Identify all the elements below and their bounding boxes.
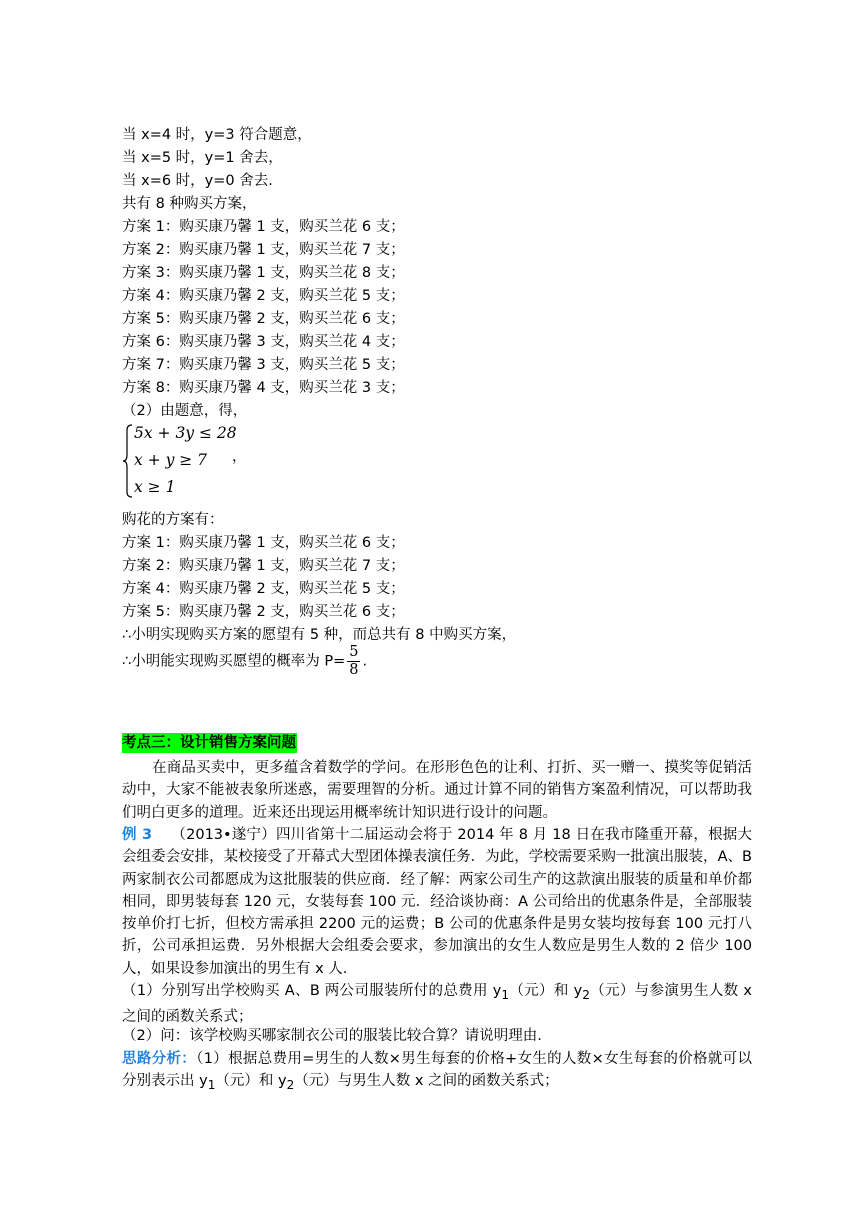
probability-prefix: ∴小明能实现购买愿望的概率为 P= <box>122 653 346 670</box>
analysis-text: （1）根据总费用=男生的人数×男生每套的价格+女生的人数×女生每套的价格就可以分别表示出 y <box>122 1051 752 1090</box>
plan-line: 方案 7：购买康乃馨 3 支，购买兰花 5 支； <box>122 357 405 373</box>
analysis-label: 思路分析： <box>122 1051 197 1067</box>
plan-line: 方案 8：购买康乃馨 4 支，购买兰花 3 支； <box>122 380 405 396</box>
probability-suffix: . <box>362 653 368 670</box>
inequality-3: x ≥ 1 <box>134 478 176 496</box>
plan-line: 方案 1：购买康乃馨 1 支，购买兰花 6 支； <box>122 535 405 551</box>
subscript: 1 <box>207 1078 216 1093</box>
example-label: 例 3 <box>122 827 153 843</box>
plan-line: 方案 5：购买康乃馨 2 支，购买兰花 6 支； <box>122 311 405 327</box>
text-line: （2）由题意，得， <box>122 403 248 419</box>
text-line: 购花的方案有： <box>122 512 224 528</box>
system-comma: ， <box>232 449 247 465</box>
analysis-text: （元）和 y <box>215 1073 287 1090</box>
subscript: 1 <box>501 987 510 1002</box>
plan-line: 方案 4：购买康乃馨 2 支，购买兰花 5 支； <box>122 288 405 304</box>
analysis-paragraph <box>122 1048 752 1096</box>
plan-line: 方案 5：购买康乃馨 2 支，购买兰花 6 支； <box>122 604 405 620</box>
example-text: （2013•遂宁）四川省第十二届运动会将于 2014 年 8 月 18 日在我市隆重开幕，根据大会组委会安排，某校接受了开幕式大型团体操表演任务．为此，学校需要采购一批演出服装，A、B 两家制衣公司都愿成为这批服装的供应商．经了解：两家公司生产的这款演出服装的质量和单价都相同，即男装每套 120 元，女装每套 100 元．经洽谈协商：A 公司给出的优惠条件是，全部服装按单价打七折，但校方需承担 2200 元的运费；B 公司的优惠条件是男女装均按每套 100 元打八折，公司承担运费．另外根据大会组委会要求，参加演出的女生人数应是男生人数的 2 倍少 100 人，如果设参加演出的男生有 x 人. <box>122 827 753 977</box>
plan-line: 方案 4：购买康乃馨 2 支，购买兰花 5 支； <box>122 581 405 597</box>
text-line: 共有 8 种购买方案， <box>122 196 257 212</box>
fraction-numerator: 5 <box>349 644 359 660</box>
probability-fraction <box>347 644 360 679</box>
left-brace-icon <box>122 424 134 498</box>
intro-paragraph <box>122 757 752 824</box>
question-1-text: （元）和 y <box>509 983 583 999</box>
plan-line: 方案 2：购买康乃馨 1 支，购买兰花 7 支； <box>122 242 405 258</box>
subscript: 2 <box>286 1078 295 1093</box>
example-paragraph <box>122 824 752 980</box>
text-line: 当 x=4 时，y=3 符合题意， <box>122 127 312 143</box>
intro-text: 在商品买卖中，更多蕴含着数学的学问。在形形色色的让利、打折、买一赠一、摸奖等促销活动中，大家不能被表象所迷惑，需要理智的分析。通过计算不同的销售方案盈利情况，可以帮助我们明白更多的道理。近来还出现运用概率统计知识进行设计的问题。 <box>122 760 752 821</box>
plan-line: 方案 1：购买康乃馨 1 支，购买兰花 6 支； <box>122 219 405 235</box>
plan-line: 方案 2：购买康乃馨 1 支，购买兰花 7 支； <box>122 558 405 574</box>
section-heading: 考点三：设计销售方案问题 <box>122 735 296 751</box>
question-1-text: （1）分别写出学校购买 A、B 两公司服装所付的总费用 y <box>122 983 502 999</box>
probability-line <box>122 644 367 679</box>
fraction-denominator: 8 <box>349 662 359 678</box>
inequality-1: 5x + 3y ≤ 28 <box>134 424 237 442</box>
question-1 <box>122 980 752 1028</box>
analysis-text: （元）与男生人数 x 之间的函数关系式； <box>294 1073 559 1090</box>
text-line: 当 x=5 时，y=1 舍去， <box>122 150 283 166</box>
plan-line: 方案 6：购买康乃馨 3 支，购买兰花 4 支； <box>122 334 405 350</box>
subscript: 2 <box>582 987 590 1002</box>
question-2: （2）问：该学校购买哪家制衣公司的服装比较合算？请说明理由. <box>122 1028 542 1044</box>
inequality-2: x + y ≥ 7 <box>134 451 208 469</box>
plan-line: 方案 3：购买康乃馨 1 支，购买兰花 8 支； <box>122 265 405 281</box>
text-line: ∴小明实现购买方案的愿望有 5 种，而总共有 8 中购买方案， <box>122 627 517 643</box>
question-1-text: （元）与参演男生人数 x 之间的函数关系式； <box>122 983 752 1026</box>
text-line: 当 x=6 时，y=0 舍去. <box>122 173 273 189</box>
